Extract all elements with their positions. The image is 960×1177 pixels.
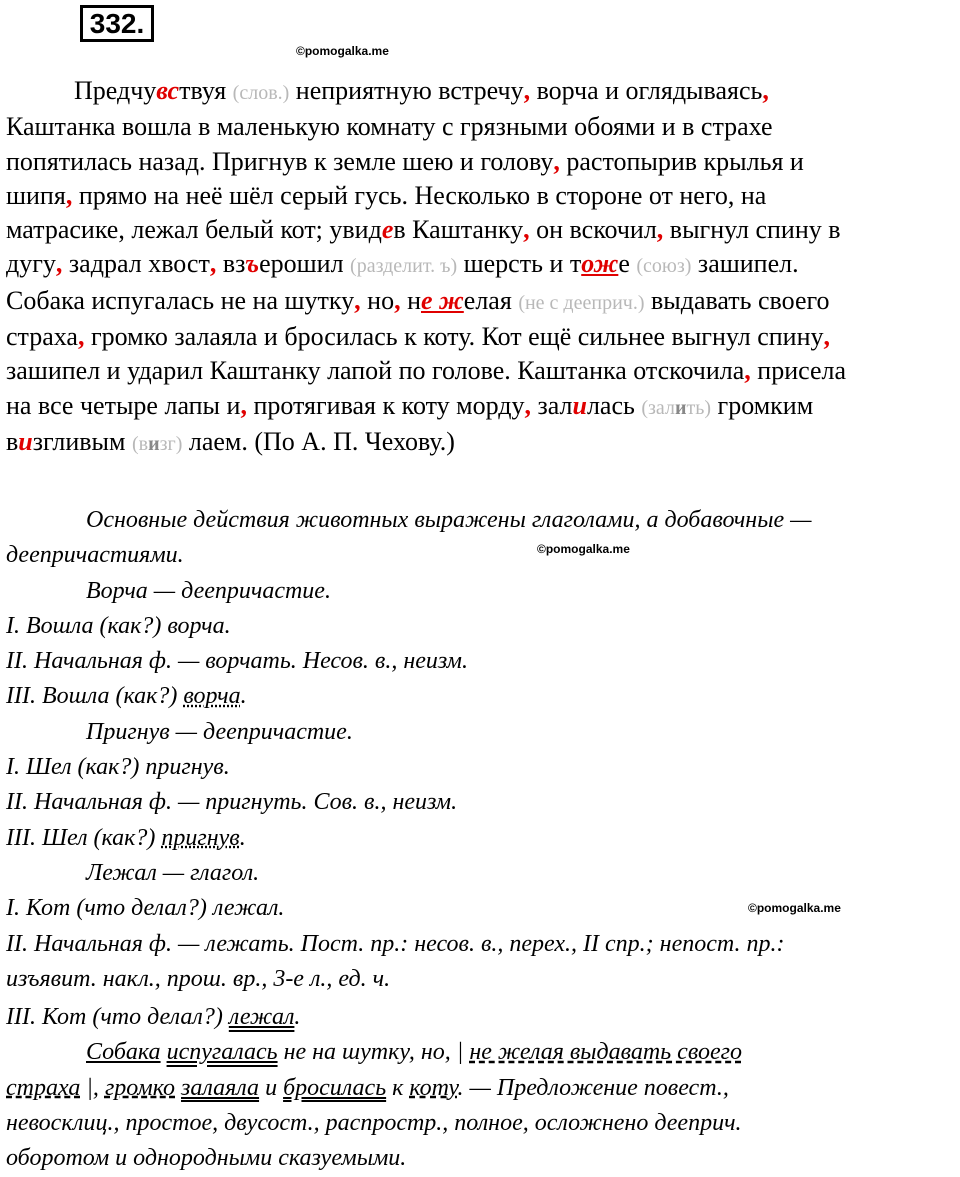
sentence-analysis: невосклиц., простое, двусост., распростр., полное, осложнено дееприч. [6, 1110, 742, 1137]
analysis-step: III. Кот (что делал?) лежал. [6, 1004, 301, 1031]
analysis-step: III. Шел (как?) пригнув. [6, 824, 246, 851]
analysis-step: III. Вошла (как?) ворча. [6, 683, 247, 710]
text-line: дугу, задрал хвост, взъерошил (разделит. ъ) шерсть и тоже (союз) зашипел. [6, 249, 799, 279]
analysis-step: I. Кот (что делал?) лежал. [6, 895, 285, 922]
sentence-analysis: страха |, громко залаяла и бросилась к коту. — Предложение повест., [6, 1074, 729, 1101]
watermark: ©pomogalka.me [537, 542, 630, 556]
text-line: визгливым (визг) лаем. (По А. П. Чехову.) [6, 426, 455, 456]
exercise-text [6, 74, 956, 461]
analysis-step: I. Шел (как?) пригнув. [6, 754, 230, 781]
sentence-analysis: оборотом и однородными сказуемыми. [6, 1145, 407, 1172]
text-line: страха, громко залаяла и бросилась к коту. Кот ещё сильнее выгнул спину, [6, 322, 830, 352]
analysis-intro: Основные действия животных выражены глаголами, а добавочные — [86, 507, 812, 533]
analysis-step: изъявит. накл., прош. вр., 3-е л., ед. ч. [6, 965, 391, 992]
word-heading: Лежал — глагол. [86, 859, 260, 886]
text-line: Собака испугалась не на шутку, но, не желая (не с дееприч.) выдавать своего [6, 285, 830, 315]
exercise-number: 332. [80, 5, 154, 42]
watermark: ©pomogalka.me [296, 44, 389, 58]
text-line: шипя, прямо на неё шёл серый гусь. Несколько в стороне от него, на [6, 180, 767, 210]
word-heading: Пригнув — деепричастие. [86, 718, 353, 745]
text-line: на все четыре лапы и, протягивая к коту морду, залилась (залить) громким [6, 390, 814, 420]
analysis-step: II. Начальная ф. — пригнуть. Сов. в., неизм. [6, 789, 458, 816]
analysis [6, 503, 956, 1177]
sentence-analysis: Собака испугалась не на шутку, но, | не желая выдавать своего [86, 1039, 742, 1066]
text-line: матрасике, лежал белый кот; увидев Каштанку, он вскочил, выгнул спину в [6, 215, 841, 245]
analysis-step: II. Начальная ф. — лежать. Пост. пр.: несов. в., перех., II спр.; непост. пр.: [6, 930, 785, 957]
word-heading: Ворча — деепричастие. [86, 577, 331, 604]
text-line: попятилась назад. Пригнув к земле шею и голову, растопырив крылья и [6, 146, 804, 176]
text-line: зашипел и ударил Каштанку лапой по голове. Каштанка отскочила, присела [6, 356, 847, 386]
text-line: Каштанка вошла в маленькую комнату с грязными обоями и в страхе [6, 112, 773, 142]
text-line: Предчувствуя (слов.) неприятную встречу, ворча и оглядываясь, [74, 76, 769, 105]
analysis-intro-cont: деепричастиями. [6, 542, 184, 569]
analysis-step: I. Вошла (как?) ворча. [6, 612, 231, 639]
watermark: ©pomogalka.me [748, 901, 841, 915]
analysis-step: II. Начальная ф. — ворчать. Несов. в., неизм. [6, 648, 468, 675]
